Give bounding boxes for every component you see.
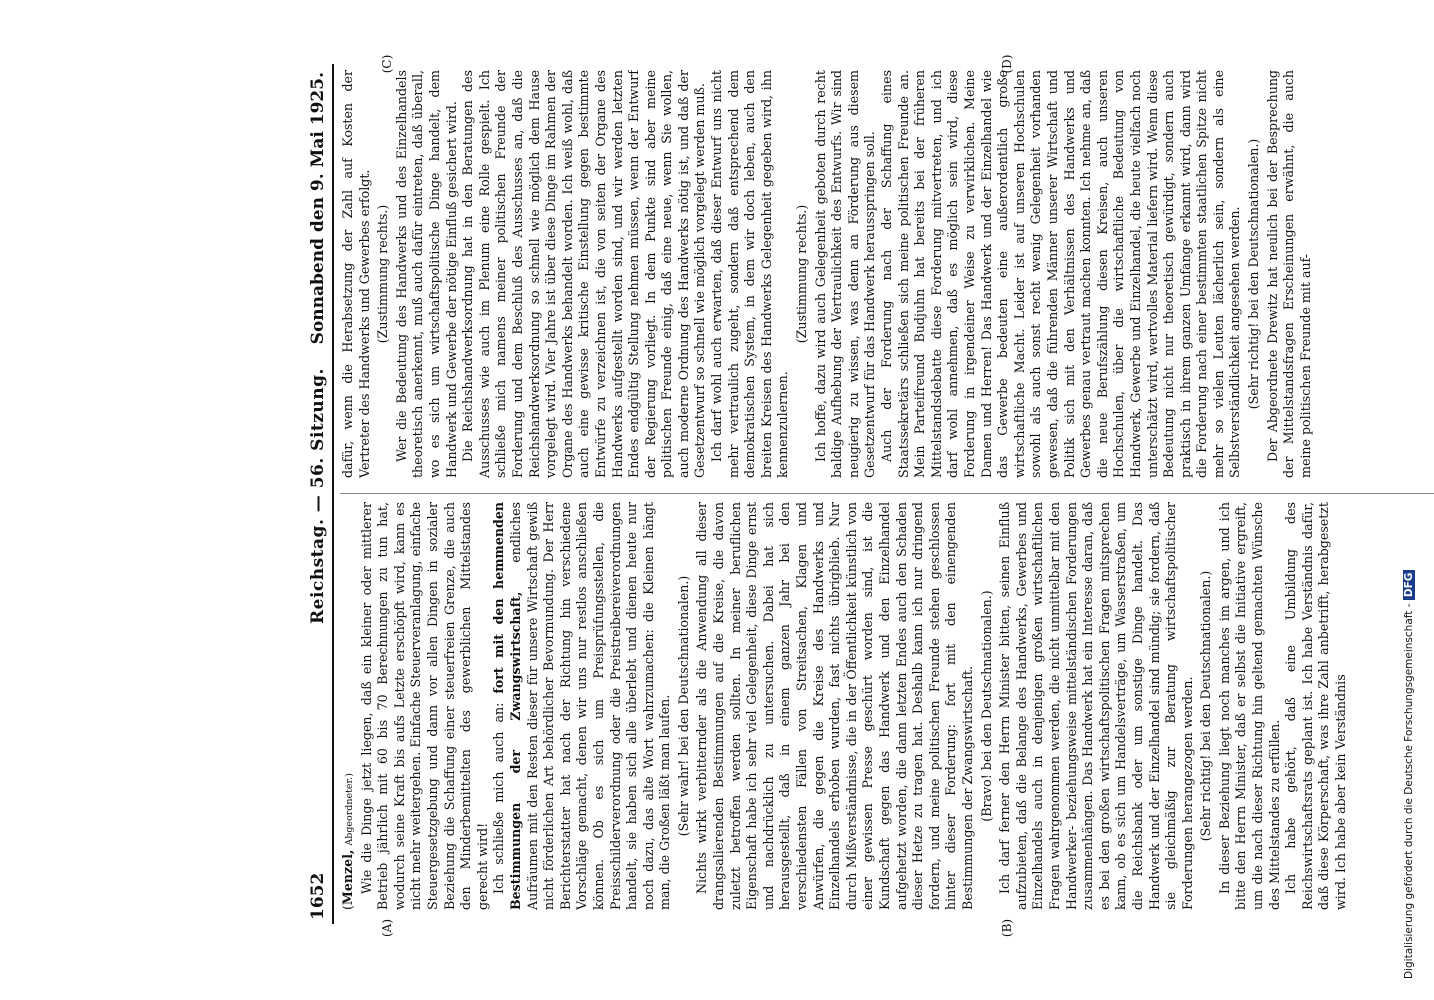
paragraph: Ich darf ferner den Herrn Minister bitten, seinen Einfluß aufzubieten, daß die Belange des Handwerks, Gewerbes und Einzelhandels auch in denjenigen großen wirtschaftlichen Fragen wahrgenommen werden, die nicht unmittelbar mit den Handwerker- beziehungsweise mittelständischen Forderungen zusammenhängen. Das Handwerk hat ein Interesse daran, daß es bei den großen wirtschaftspolitischen Fragen mitsprechen kann, ob es sich um Handelsverträge, um Wasserstraßen, um die Reichsbank oder um sonstige Dinge handelt. Das Handwerk und der Einzelhandel sind mündig; sie fordern, daß sie gleichmäßig zur Beratung wirtschaftspolitischer Forderungen herangezogen werden.	[997, 502, 1195, 910]
header-rule	[332, 64, 334, 924]
margin-letter-c: (C)	[380, 54, 394, 74]
paragraph: Ich habe gehört, daß eine Umbildung des Reichswirtschaftsrats geplant ist. Ich habe Verständnis dafür, daß diese Körperschaft, was ihre Zahl anbetrifft, herabgesetzt wird. Ich habe aber kein Verständnis	[1283, 502, 1349, 910]
paragraph: Wie die Dinge jetzt liegen, daß ein kleiner oder mittlerer Betrieb jährlich mit 60 bis 70 Berechnungen zu tun hat, wodurch seine Kraft bis aufs Letzte erschöpft wird, kann es nicht mehr weitergehen. Einfache Steuerveranlagung, einfache Steuergesetzgebung und dann vor allen Dingen in sozialer Beziehung die Schaffung einer steuerfreien Grenze, die auch den Minderbemittelten des gewerblichen Mittelstandes gerecht wird!	[358, 502, 490, 910]
session-title: Reichstag. — 56. Sitzung.	[308, 368, 328, 624]
speaker-role: Abgeordneter.)	[344, 773, 355, 846]
paragraph: Die Reichshandwerksordnung hat in den Beratungen des Ausschusses wie auch im Plenum eine Rolle gespielt. Ich schließe mich namens meiner politischen Freunde der Forderung und dem Beschluß des Ausschusses an, daß die Reichshandwerksordnung so schnell wie möglich dem Hause vorgelegt wird. Vier Jahre ist über diese Dinge im Rahmen der Organe des Handwerks behandelt worden. Ich weiß wohl, daß auch eine gewisse kritische Einstellung gegen bestimmte Entwürfe zu verzeichnen ist, die von seiten der Organe des Handwerks aufgestellt worden sind, und wir werden letzten Endes endgültig Stellung nehmen müssen, wenn der Entwurf der Regierung vorliegt. In dem Punkte sind aber meine politischen Freunde einig, daß eine neue, wenn Sie wollen, auch moderne Ordnung des Handwerks nötig ist, und daß der Gesetzentwurf so schnell wie möglich vorgelegt werden muß.	[460, 70, 708, 478]
paragraph: In dieser Beziehung liegt noch manches im argen, und ich bitte den Herrn Minister, daß er selbst die Initiative ergreift, um die nach dieser Richtung hin geltend gemachten Wünsche des Mittelstandes zu erfüllen.	[1216, 502, 1282, 910]
dfg-logo: DFG	[1403, 570, 1415, 601]
page-number: 1652	[308, 872, 328, 920]
right-column	[340, 70, 1434, 478]
interjection: (Zustimmung rechts.)	[375, 204, 391, 344]
paragraph: Wer die Bedeutung des Handwerks und des Einzelhandels theoretisch anerkennt, muß auch dafür eintreten, daß überall, wo es sich um wirtschaftspolitische Dinge handelt, dem Handwerk und Gewerbe der nötige Einfluß gesichert wird.	[393, 70, 459, 478]
paragraph: Nichts wirkt verbitternder als die Anwendung all dieser drangsalierenden Bestimmungen auf die Kreise, die davon zuletzt betroffen werden sollten. In meiner beruflichen Eigenschaft habe ich sehr viel Gelegenheit, diese Dinge ernst und nachdrücklich zu untersuchen. Dabei hat sich herausgestellt, daß in einem ganzen Jahr bei den verschiedensten Fällen von Streitsachen, Klagen und Anwürfen, die gegen die Kreise des Handwerks und Einzelhandels erhoben wurden, fast nichts übrigblieb. Nur durch Mißverständnisse, die in der Öffentlichkeit künstlich von einer gewissen Presse geschürt worden sind, ist die Kundschaft gegen das Handwerk und den Einzelhandel aufgehetzt worden, die dann letzten Endes auch den Schaden dieser Hetze zu tragen hat. Deshalb kann ich nur dringend fordern, und meine politischen Freunde stehen geschlossen hinter dieser Forderung: fort mit den einengenden Bestimmungen der Zwangswirtschaft.	[694, 502, 975, 910]
left-column	[340, 502, 1434, 910]
speaker-line: (Menzel, Abgeordneter.)	[340, 773, 355, 910]
credit-text: Digitalisierung gefördert durch die Deutsche Forschungsgemeinschaft -	[1403, 600, 1415, 979]
column-separator	[340, 493, 1434, 494]
bold-run: fort mit den hemmenden Bestimmungen der Zwangswirtschaft,	[491, 502, 523, 910]
speaker-name: Menzel,	[340, 849, 355, 906]
session-date: Sonnabend den 9. Mai 1925.	[308, 72, 328, 345]
interjection: (Bravo! bei den Deutschnationalen.)	[978, 590, 994, 822]
margin-letter-d: (D)	[1000, 54, 1014, 74]
digitization-credit	[1404, 8, 1430, 992]
text-run: endliches Aufräumen mit den Resten dieser für unsere Wirtschaft gewiß nicht förderlichen Art behördlicher Bevormundung. Der Herr Berichterstatter hat nach der Richtung hin verschiedene Vorschläge gemacht, denen wir uns nur restlos anschließen können. Ob es sich um Preisprüfungsstellen, die Preisschilderverordnung oder die Preistreibereiverordnungen handelt, sie haben sich alle überlebt und dienen heute nur noch dazu, das alte Wort wahrzumachen: die Kleinen hängt man, die Großen läßt man laufen.	[507, 502, 673, 910]
text-run: Ich schließe mich auch an:	[491, 693, 507, 894]
paragraph: dafür, wenn die Herabsetzung der Zahl auf Kosten der Vertreter des Handwerks und Gewerbes erfolgt.	[340, 70, 372, 478]
interjection: (Sehr wahr! bei den Deutschnationalen.)	[675, 575, 691, 837]
interjection: (Sehr richtig! bei den Deutschnationalen.)	[1198, 570, 1214, 842]
margin-letter-b: (B)	[1000, 918, 1014, 938]
credit-text-wrap	[1403, 19, 1425, 979]
interjection: (Sehr richtig! bei den Deutschnationalen.)	[1246, 138, 1262, 410]
paragraph	[491, 502, 674, 910]
paragraph: Ich hoffe, dazu wird auch Gelegenheit geboten durch recht baldige Aufhebung der Vertraulichkeit des Entwurfs. Wir sind neugierig zu wissen, was denn an Förderung aus diesem Gesetzentwurf für das Handwerk herausspringen soll.	[812, 70, 878, 478]
paragraph: Der Abgeordnete Drewitz hat neulich bei der Besprechung der Mittelstandsfragen Erscheinungen erwähnt, die auch meine politischen Freunde mit auf-	[1264, 70, 1313, 478]
rotated-sheet	[300, 54, 1434, 938]
interjection: (Zustimmung rechts.)	[794, 204, 810, 344]
paragraph: Ich darf wohl auch erwarten, daß dieser Entwurf uns nicht mehr vertraulich zugeht, sondern daß entsprechend dem demokratischen System, in dem wir doch leben, auch den breiten Kreisen des Handwerks Gelegenheit gegeben wird, ihn kennenzulernen.	[709, 70, 791, 478]
paragraph: Auch der Forderung nach der Schaffung eines Staatssekretärs schließen sich meine politischen Freunde an. Mein Parteifreund Budjuhn hat bereits bei der früheren Mittelstandsdebatte diese Forderung mitvertreten, und ich darf wohl annehmen, daß es möglich sein wird, diese Forderung in irgendeiner Weise zu verwirklichen. Meine Damen und Herren! Das Handwerk und der Einzelhandel wie das Gewerbe bedeuten eine außerordentlich große wirtschaftliche Macht. Leider ist auf unseren Hochschulen sowohl als auch sonst recht wenig Gelegenheit vorhanden gewesen, daß die führenden Männer unserer Wirtschaft und Politik sich mit den Verhältnissen des Handwerks und Gewerbes genau vertraut machen konnten. Ich nehme an, daß die neue Berufszählung diesen Kreisen, auch unseren Hochschulen, über die wirtschaftliche Bedeutung von Handwerk, Gewerbe und Einzelhandel, die heute vielfach noch unterschätzt wird, wertvolles Material liefern wird. Wenn diese Bedeutung nicht nur theoretisch gewürdigt, sondern auch praktisch in ihrem ganzen Umfange erkannt wird, dann wird die Forderung nach einer bestimmten staatlichen Spitze nicht mehr so vielen Leuten lächerlich sein, sondern als eine Selbstverständlichkeit angesehen werden.	[879, 70, 1243, 478]
margin-letter-a: (A)	[380, 918, 394, 938]
